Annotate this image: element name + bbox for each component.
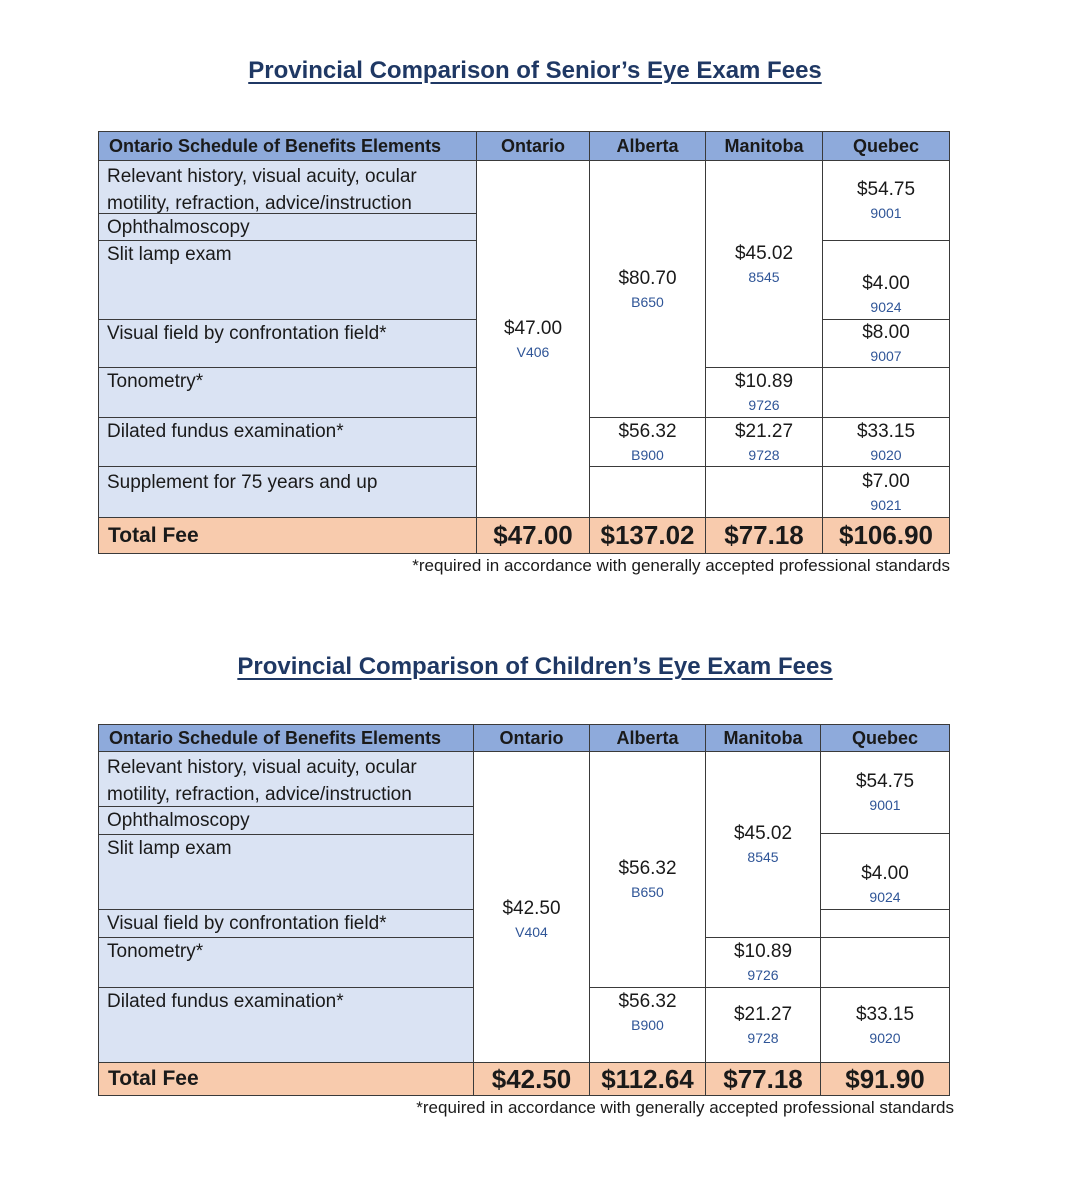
quebec-fee-cell-1 [822,160,950,241]
quebec-fee-cell-3 [820,987,950,1063]
alberta-code-1: B650 [631,884,664,900]
manitoba-amount-3: $21.27 [733,1003,793,1025]
header-alberta: Alberta [589,131,706,161]
quebec-code-5: 9021 [870,496,902,513]
label-dilated: Dilated fundus examination* [98,417,477,467]
alberta-amount-1: $56.32 [618,858,677,879]
quebec-fee-cell-4 [822,417,950,467]
quebec-fee-cell-2 [820,833,950,910]
label-dilated: Dilated fundus examination* [98,987,474,1063]
header-elements: Ontario Schedule of Benefits Elements [98,724,474,752]
alberta-empty-cell [589,466,706,518]
header-ontario: Ontario [473,724,590,752]
manitoba-fee-cell-3 [705,987,821,1063]
ontario-fee-cell [473,751,590,1063]
alberta-code-2: B900 [631,446,664,463]
quebec-amount-1: $54.75 [855,771,915,792]
quebec-fee-cell-1 [820,751,950,834]
alberta-amount-2: $56.32 [618,420,677,442]
quebec-fee-cell-3 [822,319,950,368]
manitoba-code-3: 9728 [748,446,780,463]
alberta-fee-cell-2 [589,417,706,467]
manitoba-code-3: 9728 [747,1029,779,1046]
label-supplement: Supplement for 75 years and up [98,466,477,518]
alberta-code-2: B900 [631,1017,664,1033]
manitoba-amount-1: $45.02 [733,823,793,844]
label-history: Relevant history, visual acuity, ocular motility, refraction, advice/instruction [98,160,477,214]
manitoba-amount-3: $21.27 [734,420,794,442]
ontario-code: V404 [515,923,548,940]
header-quebec: Quebec [820,724,950,752]
header-manitoba: Manitoba [705,131,823,161]
children-footnote: *required in accordance with generally accepted professional standards [416,1098,954,1117]
manitoba-fee-cell-2 [705,367,823,418]
label-tonometry: Tonometry* [98,937,474,988]
manitoba-fee-cell-3 [705,417,823,467]
total-quebec: $91.90 [820,1062,950,1096]
manitoba-code-1: 8545 [748,268,780,285]
total-ontario: $42.50 [473,1062,590,1096]
ontario-code: V406 [516,343,550,360]
quebec-amount-1: $54.75 [856,179,916,200]
manitoba-code-1: 8545 [747,849,779,865]
quebec-amount-2: $4.00 [861,863,909,884]
quebec-fee-cell-2 [822,240,950,320]
quebec-amount-5: $7.00 [862,470,910,492]
quebec-empty-cell-2 [820,937,950,988]
label-tonometry: Tonometry* [98,367,477,418]
quebec-code-3: 9007 [870,348,902,364]
ontario-amount: $47.00 [503,317,563,339]
label-slit-lamp: Slit lamp exam [98,240,477,320]
quebec-amount-4: $33.15 [856,420,916,442]
ontario-amount: $42.50 [502,897,561,919]
alberta-fee-cell-2 [589,987,706,1063]
manitoba-fee-cell-2 [705,937,821,988]
total-ontario: $47.00 [476,517,590,554]
quebec-code-3: 9020 [869,1029,901,1046]
manitoba-amount-2: $10.89 [734,371,794,392]
total-manitoba: $77.18 [705,517,823,554]
seniors-footnote: *required in accordance with generally accepted professional standards [412,556,950,575]
quebec-fee-cell-5 [822,466,950,518]
manitoba-code-2: 9726 [747,967,779,983]
quebec-code-2: 9024 [870,299,902,315]
manitoba-fee-cell-1 [705,751,821,938]
alberta-code-1: B650 [631,293,664,310]
children-title-text: Provincial Comparison of Children’s Eye Exam Fees [237,653,833,680]
quebec-amount-3: $8.00 [862,322,910,343]
quebec-code-1: 9001 [869,797,901,813]
quebec-code-4: 9020 [870,446,902,463]
header-quebec: Quebec [822,131,950,161]
header-manitoba: Manitoba [705,724,821,752]
quebec-empty-cell [822,367,950,418]
alberta-amount-1: $80.70 [618,267,677,289]
seniors-title-text: Provincial Comparison of Senior’s Eye Exam Fees [248,57,822,84]
total-alberta: $137.02 [589,517,706,554]
quebec-code-1: 9001 [870,205,902,221]
quebec-empty-cell-1 [820,909,950,938]
label-history: Relevant history, visual acuity, ocular motility, refraction, advice/instruction [98,751,474,807]
label-visual-field: Visual field by confrontation field* [98,909,474,938]
quebec-code-2: 9024 [869,889,901,905]
quebec-amount-2: $4.00 [862,273,910,294]
alberta-amount-2: $56.32 [618,991,677,1012]
total-quebec: $106.90 [822,517,950,554]
manitoba-amount-2: $10.89 [733,941,793,962]
label-ophthalmoscopy: Ophthalmoscopy [98,806,474,835]
total-manitoba: $77.18 [705,1062,821,1096]
manitoba-code-2: 9726 [748,397,780,413]
total-fee-label: Total Fee [98,1062,474,1096]
alberta-fee-cell-1 [589,751,706,988]
total-alberta: $112.64 [589,1062,706,1096]
quebec-amount-3: $33.15 [855,1003,915,1025]
label-visual-field: Visual field by confrontation field* [98,319,477,368]
children-title [0,653,1070,681]
manitoba-empty-cell [705,466,823,518]
header-alberta: Alberta [589,724,706,752]
total-fee-label: Total Fee [98,517,477,554]
manitoba-fee-cell-1 [705,160,823,368]
header-ontario: Ontario [476,131,590,161]
manitoba-amount-1: $45.02 [734,242,794,264]
header-elements: Ontario Schedule of Benefits Elements [98,131,477,161]
seniors-title [0,57,1070,85]
label-slit-lamp: Slit lamp exam [98,834,474,910]
alberta-fee-cell-1 [589,160,706,418]
label-ophthalmoscopy: Ophthalmoscopy [98,213,477,241]
ontario-fee-cell [476,160,590,518]
